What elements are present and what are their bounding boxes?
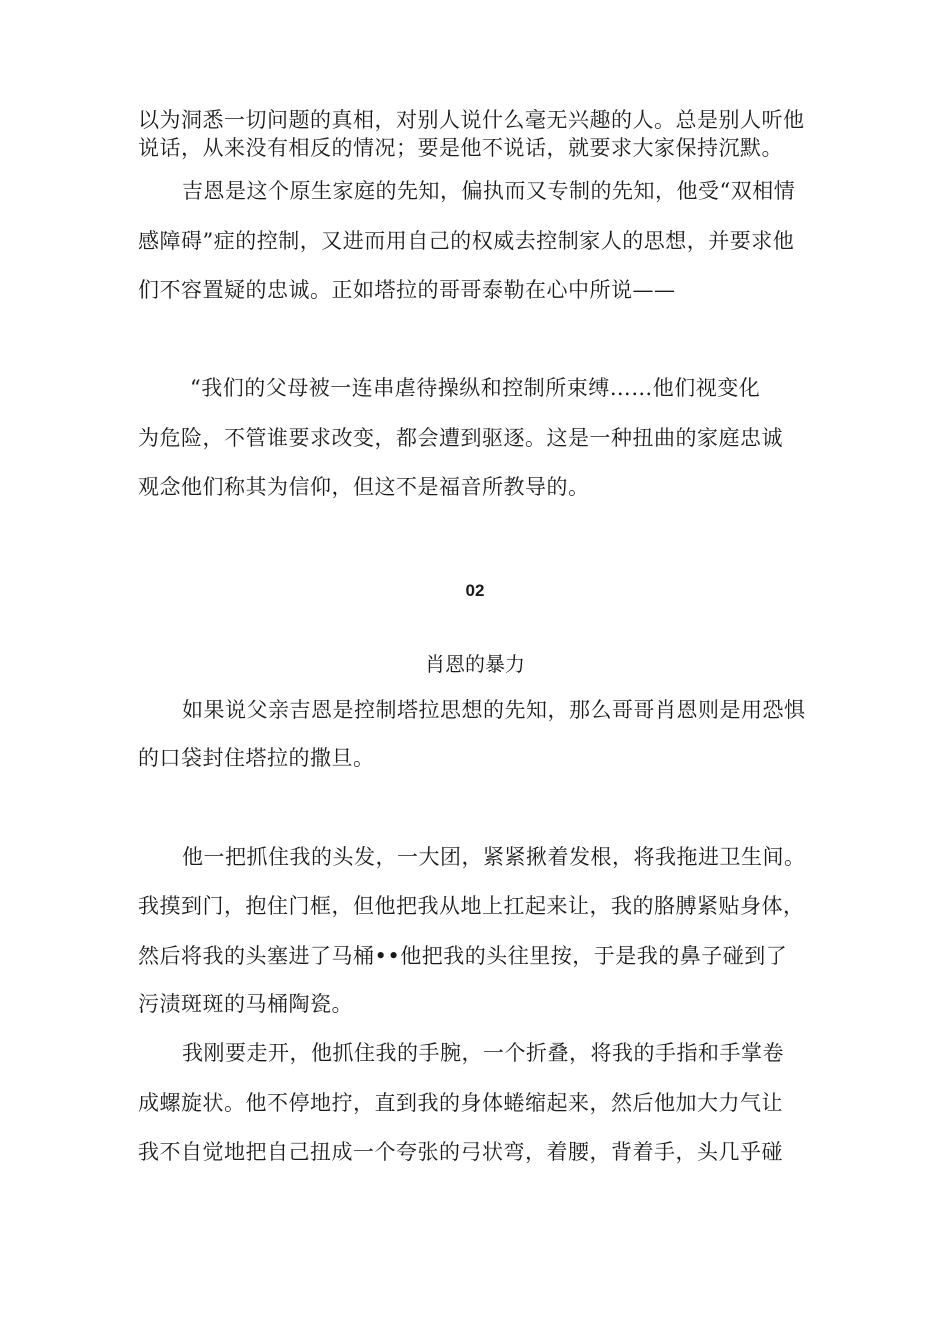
text-line: 如果说父亲吉恩是控制塔拉思想的先知，那么哥哥肖恩则是用恐惧	[182, 698, 806, 722]
text-line: 他一把抓住我的头发，一大团，紧紧揪着发根，将我拖进卫生间。	[182, 845, 806, 869]
text-line: 然后将我的头塞进了马桶••他把我的头往里按，于是我的鼻子碰到了	[138, 944, 788, 968]
text-line: 以为洞悉一切问题的真相，对别人说什么毫无兴趣的人。总是别人听他	[138, 108, 805, 132]
text-line: 成螺旋状。他不停地拧，直到我的身体蜷缩起来，然后他加大力气让	[138, 1091, 783, 1115]
section-title: 肖恩的暴力	[425, 652, 525, 676]
section-number: 02	[465, 581, 485, 600]
text-line: 污渍斑斑的马桶陶瓷。	[138, 992, 353, 1016]
text-line: 我刚要走开，他抓住我的手腕，一个折叠，将我的手指和手掌卷	[182, 1041, 784, 1065]
text-line: 为危险，不管谁要求改变，都会遭到驱逐。这是一种扭曲的家庭忠诚	[138, 426, 783, 450]
text-line: 吉恩是这个原生家庭的先知，偏执而又专制的先知，他受“双相情	[182, 179, 796, 203]
text-line: “我们的父母被一连串虐待操纵和控制所束缚……他们视变化	[190, 376, 761, 400]
text-line: 我不自觉地把自己扭成一个夸张的弓状弯，着腰，背着手，头几乎碰	[138, 1140, 783, 1164]
text-line: 我摸到门，抱住门框，但他把我从地上扛起来让，我的胳膊紧贴身体，	[138, 894, 805, 918]
text-line: 观念他们称其为信仰，但这不是福音所教导的。	[138, 475, 590, 499]
text-line: 的口袋封住塔拉的撒旦。	[138, 746, 375, 770]
text-line: 感障碍”症的控制，又进而用自己的权威去控制家人的思想，并要求他	[138, 229, 795, 253]
text-line: 们不容置疑的忠诚。正如塔拉的哥哥泰勒在心中所说——	[138, 278, 676, 302]
text-line: 说话，从来没有相反的情况；要是他不说话，就要求大家保持沉默。	[138, 136, 783, 160]
